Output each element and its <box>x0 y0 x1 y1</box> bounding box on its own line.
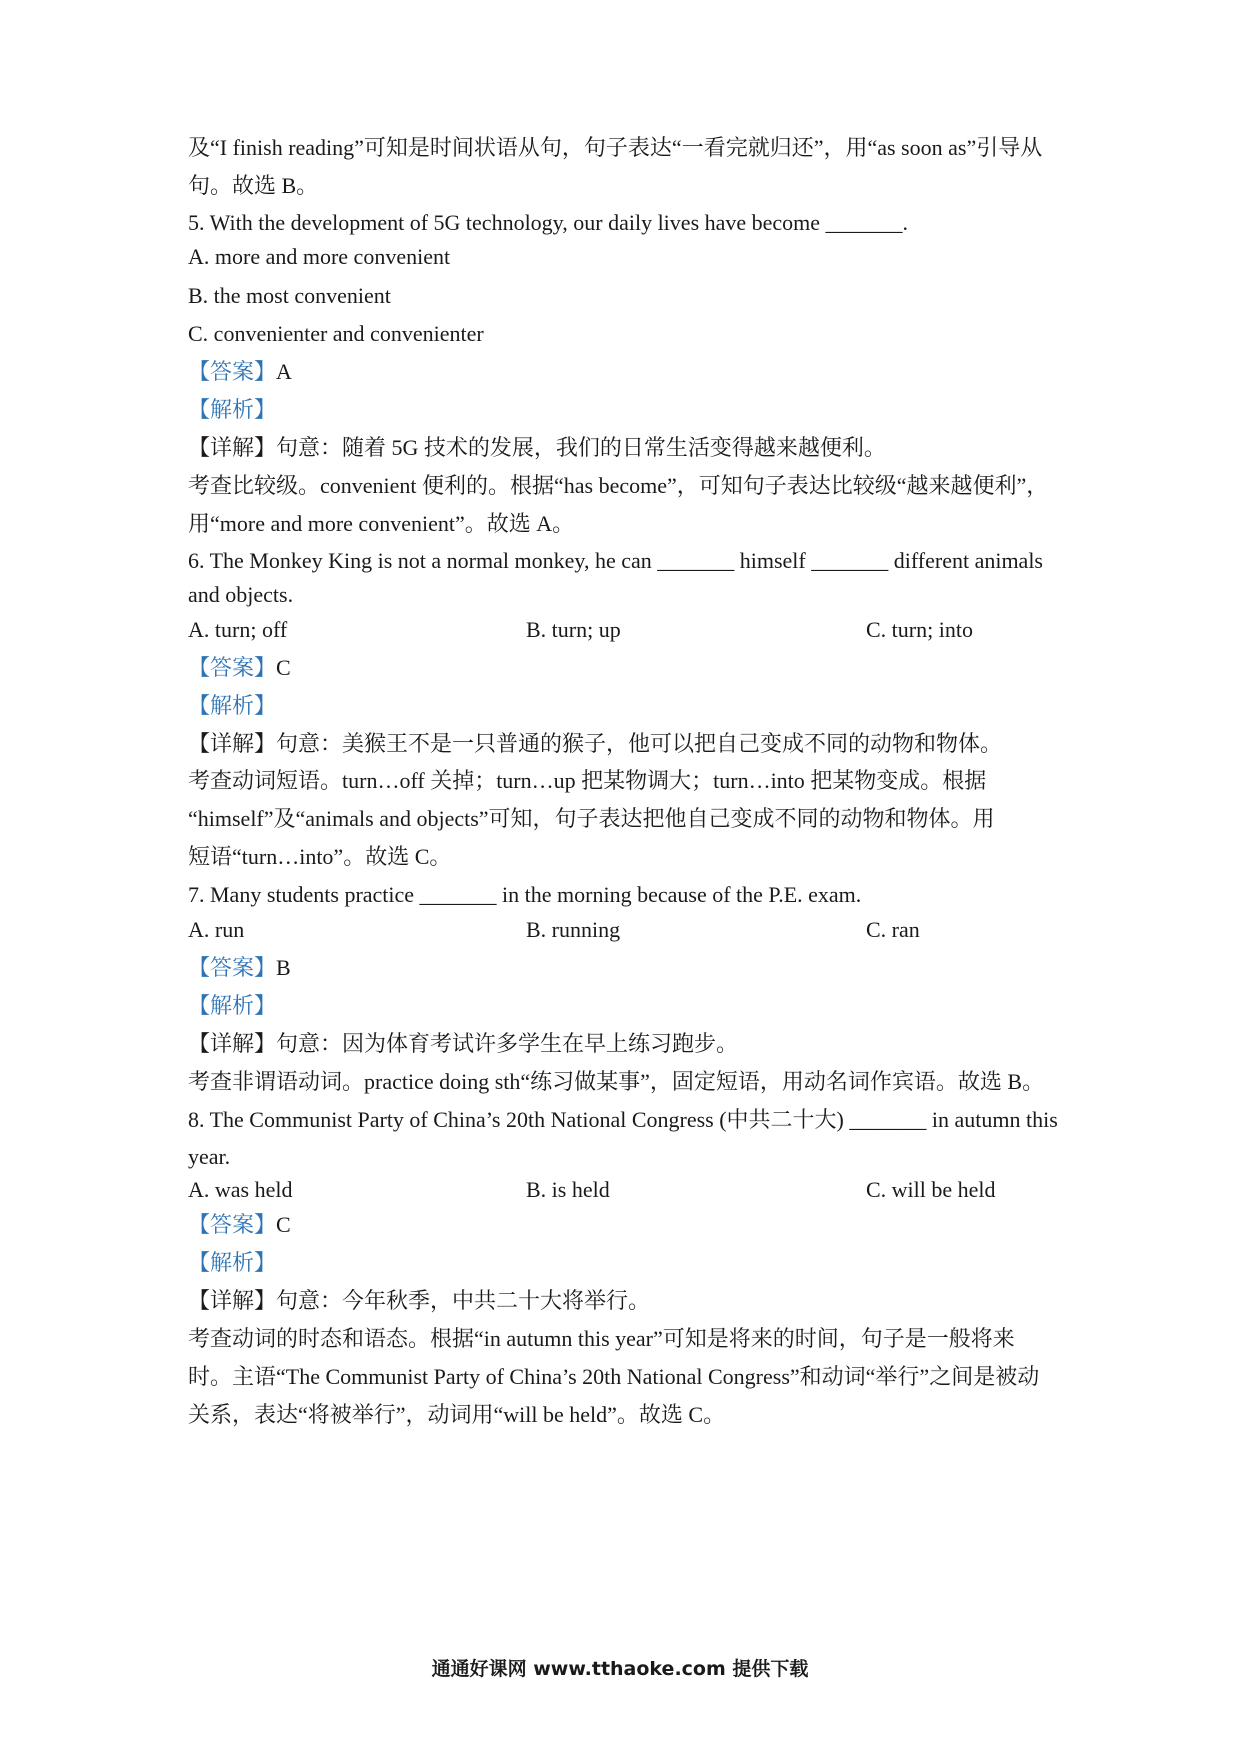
q7-answer <box>188 953 1068 983</box>
q6-option-b: B. turn; up <box>526 617 621 642</box>
detail-label: 【详解】 <box>188 731 277 756</box>
q8-option-c: C. will be held <box>866 1177 996 1202</box>
q7-answer-value: B <box>276 955 291 980</box>
q5-option-b: B. the most convenient <box>188 283 391 308</box>
q8-explain-3: 关系，表达“将被举行”，动词用“will be held”。故选 C。 <box>188 1402 726 1427</box>
q7-detail-text: 句意：因为体育考试许多学生在早上练习跑步。 <box>276 1031 739 1056</box>
q5-explain-2: 用“more and more convenient”。故选 A。 <box>188 511 575 536</box>
q8-answer <box>188 1210 1068 1240</box>
q7-option-b: B. running <box>526 917 621 942</box>
q6-answer-value: C <box>276 655 291 680</box>
q6-detail-text: 句意：美猴王不是一只普通的猴子，他可以把自己变成不同的动物和物体。 <box>276 731 1003 756</box>
answer-label: 【答案】 <box>188 655 277 680</box>
q8-stem-2: year. <box>188 1144 231 1169</box>
q5-analysis-label: 【解析】 <box>188 397 277 422</box>
q8-detail <box>188 1286 1068 1316</box>
q5-option-c: C. convenienter and convenienter <box>188 321 484 346</box>
q8-explain-2: 时。主语“The Communist Party of China’s 20th National Congress”和动词“举行”之间是被动 <box>188 1364 1040 1389</box>
continuation-line-1: 及“I finish reading”可知是时间状语从句，句子表达“一看完就归还”，用“as soon as”引导从 <box>188 135 1043 160</box>
q5-detail <box>188 433 1068 463</box>
q6-explain-3: 短语“turn…into”。故选 C。 <box>188 844 452 869</box>
continuation-line-2: 句。故选 B。 <box>188 173 319 198</box>
answer-label: 【答案】 <box>188 359 277 384</box>
q6-option-a: A. turn; off <box>188 617 288 642</box>
q6-analysis-label: 【解析】 <box>188 693 277 718</box>
q6-answer <box>188 653 1068 683</box>
q7-option-c: C. ran <box>866 917 920 942</box>
q6-explain-1: 考查动词短语。turn…off 关掉；turn…up 把某物调大；turn…into 把某物变成。根据 <box>188 768 987 793</box>
q8-explain-1: 考查动词的时态和语态。根据“in autumn this year”可知是将来的时间，句子是一般将来 <box>188 1326 1015 1351</box>
q5-explain-1: 考查比较级。convenient 便利的。根据“has become”，可知句子表达比较级“越来越便利”， <box>188 473 1049 498</box>
q6-option-c: C. turn; into <box>866 617 973 642</box>
detail-label: 【详解】 <box>188 1031 277 1056</box>
answer-label: 【答案】 <box>188 955 277 980</box>
q7-explain-1: 考查非谓语动词。practice doing sth“练习做某事”，固定短语，用动名词作宾语。故选 B。 <box>188 1069 1045 1094</box>
q6-stem-1: 6. The Monkey King is not a normal monkey, he can _______ himself _______ different animals <box>188 548 1043 573</box>
q7-option-a: A. run <box>188 917 245 942</box>
q6-explain-2: “himself”及“animals and objects”可知，句子表达把他自己变成不同的动物和物体。用 <box>188 806 995 831</box>
q8-detail-text: 句意：今年秋季，中共二十大将举行。 <box>276 1288 651 1313</box>
q5-stem: 5. With the development of 5G technology, our daily lives have become _______. <box>188 210 909 235</box>
q7-analysis-label: 【解析】 <box>188 993 277 1018</box>
detail-label: 【详解】 <box>188 435 277 460</box>
q7-detail <box>188 1029 1068 1059</box>
q5-option-a: A. more and more convenient <box>188 244 451 269</box>
q7-stem: 7. Many students practice _______ in the morning because of the P.E. exam. <box>188 882 862 907</box>
page-footer: 通通好课网 www.tthaoke.com 提供下载 <box>431 1658 809 1680</box>
q5-detail-text: 句意：随着 5G 技术的发展，我们的日常生活变得越来越便利。 <box>276 435 886 460</box>
q5-answer <box>188 357 1068 387</box>
q8-analysis-label: 【解析】 <box>188 1250 277 1275</box>
q6-stem-2: and objects. <box>188 582 294 607</box>
q8-option-b: B. is held <box>526 1177 610 1202</box>
q8-answer-value: C <box>276 1212 291 1237</box>
answer-label: 【答案】 <box>188 1212 277 1237</box>
q8-stem-1: 8. The Communist Party of China’s 20th National Congress (中共二十大) _______ in autumn this <box>188 1107 1058 1132</box>
detail-label: 【详解】 <box>188 1288 277 1313</box>
q6-detail <box>188 729 1068 759</box>
q8-option-a: A. was held <box>188 1177 293 1202</box>
q5-answer-value: A <box>276 359 292 384</box>
